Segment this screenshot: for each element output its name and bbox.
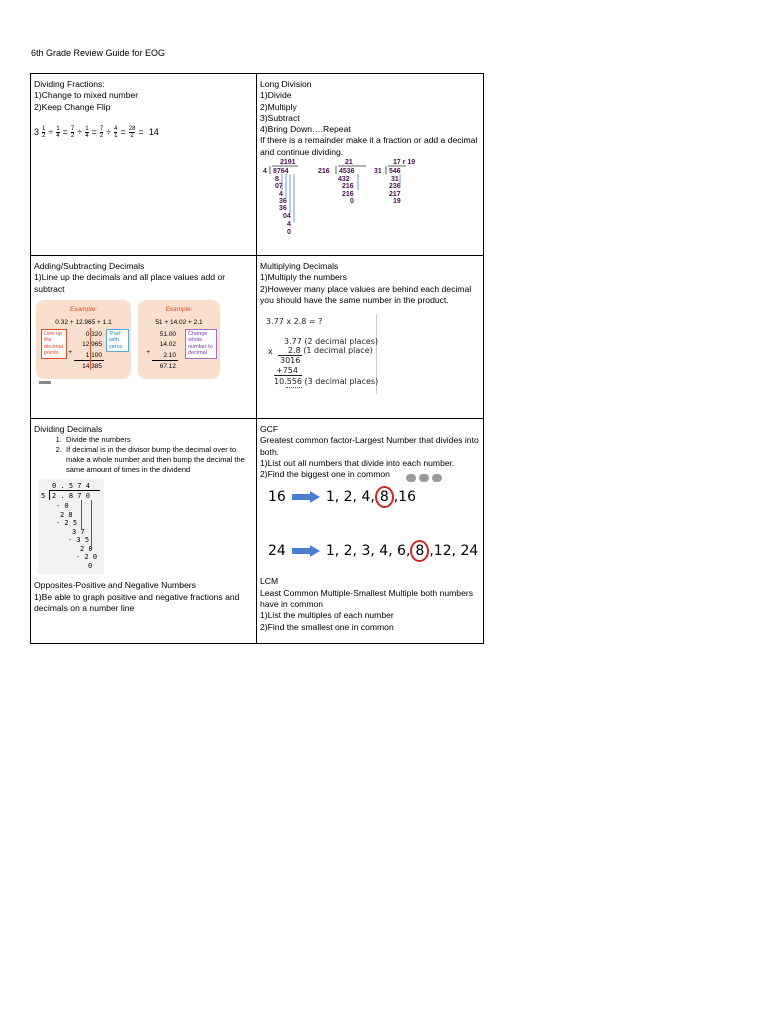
gcf-figure xyxy=(260,480,480,574)
adding-example-1-title: Example: xyxy=(69,305,98,313)
lcm-step-2: 2)Find the smallest one in common xyxy=(260,621,394,632)
adding-example-2-equation: 51 + 14.02 + 2.1 xyxy=(155,319,203,327)
adding-example-2-row-1: 51.00 xyxy=(159,330,176,338)
gcf-step-2: 2)Find the biggest one in common xyxy=(260,469,390,480)
expr-frac-1: $\frac{1}{2}$ xyxy=(42,125,46,140)
gcf-row-16-before: 1, 2, 4, xyxy=(325,489,375,506)
ld3-work-0: 31 xyxy=(391,176,399,184)
expr-frac-3: $\frac{7}{2}$ xyxy=(70,125,75,140)
expr-frac-7: $\frac{28}{2}$ xyxy=(128,125,136,140)
adding-example-1-sum: 14.385 xyxy=(82,362,102,370)
adding-example-card-2 xyxy=(138,300,220,379)
dividing-decimals-heading: Dividing Decimals xyxy=(34,424,103,434)
ld1-work-6: 4 xyxy=(287,221,291,229)
expr-whole: 3 xyxy=(34,127,40,138)
mult-line-4: +754 xyxy=(276,366,298,376)
ld1-dividend: 8764 xyxy=(273,168,289,176)
ld1-work-4: 36 xyxy=(279,205,287,213)
ld2-divisor: 216 xyxy=(318,168,330,176)
long-division-step-3: 3)Subtract xyxy=(260,112,300,123)
adding-example-1-plus: + xyxy=(68,348,72,356)
gcf-definition: Greatest common factor-Largest Number that divides into both. xyxy=(260,435,479,457)
cell-gcf-lcm xyxy=(257,419,484,644)
ld1-work-0: 8 xyxy=(275,176,279,184)
adding-decimals-figure xyxy=(34,297,253,387)
fraction-expression xyxy=(34,126,253,140)
expr-div-3: ÷ xyxy=(106,127,112,138)
lcm-definition: Least Common Multiple-Smallest Multiple both numbers have in common xyxy=(260,587,474,610)
ld3-work-2: 217 xyxy=(389,191,401,199)
expr-frac-5: $\frac{7}{2}$ xyxy=(99,125,104,140)
gcf-step-1: 1)List out all numbers that divide into each number. xyxy=(260,457,455,468)
gcf-row-16 xyxy=(268,486,416,508)
ld2-work-0: 432 xyxy=(338,176,350,184)
mult-line-2: 2.8 (1 decimal place) xyxy=(288,346,373,356)
adding-example-1-note-right: 'Pad' with zeros xyxy=(106,329,129,353)
adding-example-2-row-2: 14.02 xyxy=(159,340,176,348)
dividing-decimals-steps xyxy=(34,435,253,475)
div-row-1: 2 8 xyxy=(60,511,73,520)
expr-div-2: ÷ xyxy=(77,127,83,138)
adding-example-2-plus: + xyxy=(146,348,150,356)
mult-problem: 3.77 x 2.8 = ? xyxy=(266,317,323,327)
div-quotient: 0 . 5 7 4 xyxy=(52,482,90,491)
mult-line-1: 3.77 (2 decimal places) xyxy=(284,337,379,347)
div-row-0: - 0 xyxy=(56,502,69,511)
expr-div-1: ÷ xyxy=(48,127,54,138)
multiplying-decimals-heading: Multiplying Decimals xyxy=(260,261,339,271)
div-row-3: 3 7 xyxy=(72,528,85,537)
ld2-work-2: 216 xyxy=(342,191,354,199)
expr-frac-6: $\frac{4}{1}$ xyxy=(114,125,118,140)
dividing-fractions-step-2: 2)Keep Change Flip xyxy=(34,101,111,112)
multiplying-decimals-figure xyxy=(260,312,480,394)
cell-dividing-decimals xyxy=(31,419,257,644)
gcf-row-16-after: ,16 xyxy=(393,489,416,506)
cell-multiplying-decimals xyxy=(257,256,484,419)
review-table xyxy=(30,73,484,644)
div-dividend: 2 . 8 7 0 xyxy=(52,492,90,501)
ld3-divisor: 31 xyxy=(374,168,382,176)
scroll-marker xyxy=(39,381,51,384)
ld3-work-1: 236 xyxy=(389,183,401,191)
expr-frac-4: $\frac{1}{4}$ xyxy=(85,125,89,140)
gcf-row-24-before: 1, 2, 3, 4, 6, xyxy=(325,543,411,560)
mult-line-5: 10.556 (3 decimal places) xyxy=(274,377,379,387)
long-division-heading: Long Division xyxy=(260,79,312,89)
gcf-tool-icon-1 xyxy=(406,474,416,482)
adding-example-1-row-1: 0.320 xyxy=(85,330,102,338)
document-title: 6th Grade Review Guide for EOG xyxy=(31,48,166,58)
expr-eq-2: = xyxy=(91,127,97,138)
div-row-5: 2 0 xyxy=(80,545,93,554)
adding-example-card-1 xyxy=(36,300,131,379)
div-divisor: 5 xyxy=(41,492,46,501)
long-division-remainder-note: If there is a remainder make it a fraction or add a decimal and continue dividing. xyxy=(260,135,478,157)
ld2-quotient: 21 xyxy=(345,159,353,167)
long-division-step-4: 4)Bring Down….Repeat xyxy=(260,124,351,135)
lcm-heading: LCM xyxy=(260,576,279,587)
ld1-divisor: 4 xyxy=(263,168,267,176)
ld1-work-5: 04 xyxy=(283,213,291,221)
adding-example-1-equation: 0.32 + 12.965 + 1.1 xyxy=(55,319,112,327)
div-row-7: 0 xyxy=(88,562,93,571)
cell-long-division xyxy=(257,74,484,256)
adding-example-1-row-3: 1.100 xyxy=(85,351,102,359)
dividing-decimals-step-1: 1. Divide the numbers xyxy=(64,435,253,445)
ld2-dividend: 4536 xyxy=(339,168,355,176)
mult-line-3: 3016 xyxy=(280,356,301,366)
expr-eq-4: = xyxy=(138,127,144,138)
div-row-6: - 2 0 xyxy=(76,553,98,562)
long-division-figure xyxy=(260,158,480,240)
adding-example-1-row-2: 12.965 xyxy=(82,340,102,348)
ld1-work-1: 07 xyxy=(275,183,283,191)
ld2-work-3: 0 xyxy=(350,198,354,206)
expr-result: 14 xyxy=(148,127,159,138)
adding-example-2-sum: 67.12 xyxy=(159,362,176,370)
long-division-step-1: 1)Divide xyxy=(260,90,292,101)
dividing-decimals-step-2: 2. If decimal is in the divisor bump the decimal over to make a whole number and then bump the decimal the same amount of times in the dividend xyxy=(64,445,253,475)
adding-example-2-note: Change whole number to decimal xyxy=(185,329,217,359)
mult-x: x xyxy=(268,347,273,357)
expr-frac-2: $\frac{1}{4}$ xyxy=(56,125,60,140)
gcf-row-24 xyxy=(268,540,478,562)
ld3-quotient: 17 r 19 xyxy=(393,159,416,167)
dividing-fractions-step-1: 1)Change to mixed number xyxy=(34,90,139,101)
multiplying-decimals-step-1: 1)Multiply the numbers xyxy=(260,272,347,283)
adding-example-2-title: Example: xyxy=(165,305,193,313)
div-row-2: - 2 5 xyxy=(56,519,78,528)
gcf-toolbar xyxy=(406,474,442,482)
adding-example-2-row-3: 2.10 xyxy=(163,351,176,359)
gcf-row-16-number: 16 xyxy=(268,488,286,505)
ld3-dividend: 546 xyxy=(389,168,401,176)
expr-eq-3: = xyxy=(120,127,126,138)
opposites-heading: Opposites-Positive and Negative Numbers xyxy=(34,580,196,591)
gcf-tool-icon-3 xyxy=(432,474,442,482)
gcf-tool-icon-2 xyxy=(419,474,429,482)
ld3-work-3: 19 xyxy=(393,198,401,206)
div-row-4: - 3 5 xyxy=(68,536,90,545)
opposites-step-1: 1)Be able to graph positive and negative fractions and decimals on a number line xyxy=(34,591,240,613)
dividing-fractions-heading: Dividing Fractions: xyxy=(34,79,105,89)
ld1-work-2: 4 xyxy=(279,191,283,199)
arrow-right-icon xyxy=(292,491,320,503)
adding-decimals-step-1: 1)Line up the decimals and all place values add or subtract xyxy=(34,272,226,294)
dividing-decimals-figure xyxy=(38,479,104,574)
gcf-row-16-circled: 8 xyxy=(375,486,394,508)
adding-example-1-note-left: Line up the decimal points xyxy=(41,329,67,359)
gcf-row-24-circled: 8 xyxy=(410,540,429,562)
long-division-step-2: 2)Multiply xyxy=(260,101,297,112)
gcf-heading: GCF xyxy=(260,424,279,434)
adding-decimals-heading: Adding/Subtracting Decimals xyxy=(34,261,145,271)
ld1-work-3: 36 xyxy=(279,198,287,206)
ld1-work-7: 0 xyxy=(287,229,291,237)
ld1-quotient: 2191 xyxy=(280,159,296,167)
arrow-right-icon xyxy=(292,545,320,557)
cell-adding-decimals xyxy=(31,256,257,419)
ld2-work-1: 216 xyxy=(342,183,354,191)
lcm-step-1: 1)List the multiples of each number xyxy=(260,610,394,621)
gcf-row-24-number: 24 xyxy=(268,542,286,559)
multiplying-decimals-step-2: 2)However many place values are behind each decimal you should have the same number in the product. xyxy=(260,283,472,305)
expr-eq-1: = xyxy=(62,127,68,138)
gcf-row-24-after: ,12, 24 xyxy=(429,543,479,560)
cell-dividing-fractions xyxy=(31,74,257,256)
